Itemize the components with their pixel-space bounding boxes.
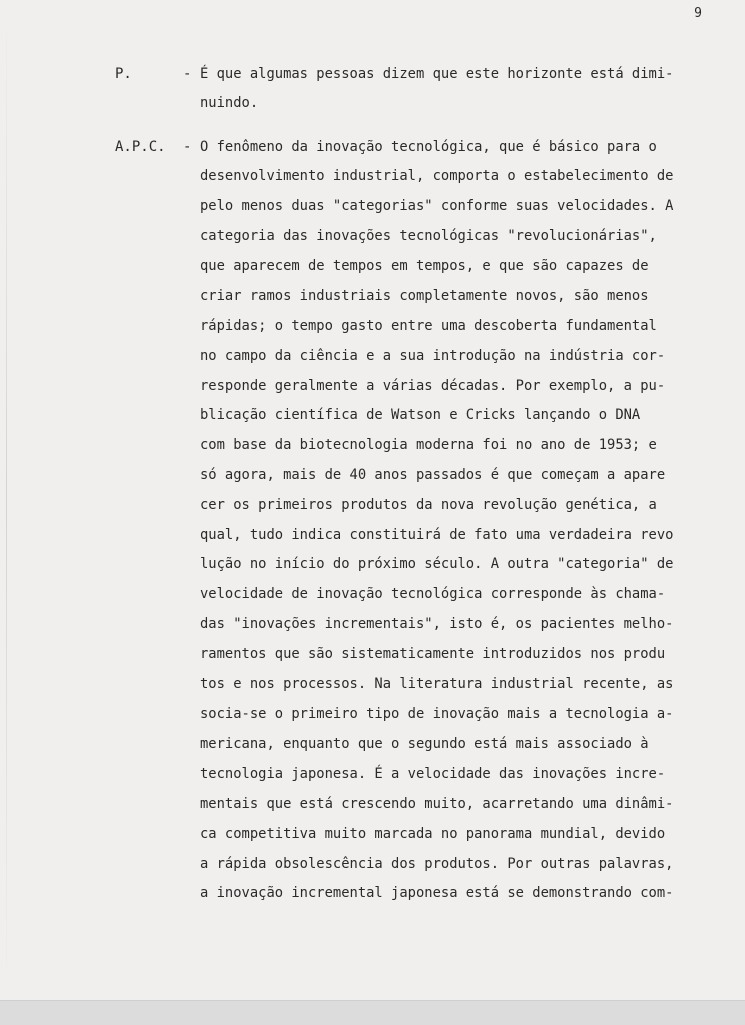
scanner-bed-edge bbox=[0, 1000, 745, 1025]
text-line: categoria das inovações tecnológicas "revolucionárias", bbox=[200, 228, 657, 244]
text-line: que aparecem de tempos em tempos, e que são capazes de bbox=[200, 258, 649, 274]
text-line: blicação científica de Watson e Cricks lançando o DNA bbox=[200, 407, 641, 423]
text-line: tecnologia japonesa. É a velocidade das inovações incre- bbox=[200, 766, 666, 782]
text-line: ca competitiva muito marcada no panorama mundial, devido bbox=[200, 826, 666, 842]
text-line: só agora, mais de 40 anos passados é que começam a apare bbox=[200, 467, 666, 483]
text-line: nuindo. bbox=[200, 95, 259, 111]
speaker-dash: - bbox=[183, 66, 192, 82]
page-number: 9 bbox=[694, 6, 702, 21]
text-line: velocidade de inovação tecnológica corresponde às chama- bbox=[200, 586, 666, 602]
text-line: socia-se o primeiro tipo de inovação mais a tecnologia a- bbox=[200, 706, 674, 722]
speaker-label: A.P.C. bbox=[115, 139, 166, 155]
text-line: ramentos que são sistematicamente introduzidos nos produ bbox=[200, 646, 666, 662]
text-line: criar ramos industriais completamente novos, são menos bbox=[200, 288, 649, 304]
text-line: com base da biotecnologia moderna foi no ano de 1953; e bbox=[200, 437, 657, 453]
text-line: mentais que está crescendo muito, acarretando uma dinâmi- bbox=[200, 796, 674, 812]
text-line: a inovação incremental japonesa está se demonstrando com- bbox=[200, 885, 674, 901]
text-line: pelo menos duas "categorias" conforme suas velocidades. A bbox=[200, 198, 674, 214]
page-left-edge bbox=[6, 0, 7, 1000]
speaker-label: P. bbox=[115, 66, 132, 82]
text-line: tos e nos processos. Na literatura industrial recente, as bbox=[200, 676, 674, 692]
speaker-dash: - bbox=[183, 139, 192, 155]
text-line: cer os primeiros produtos da nova revolução genética, a bbox=[200, 497, 657, 513]
text-line: É que algumas pessoas dizem que este horizonte está dimi- bbox=[200, 66, 674, 82]
text-line: responde geralmente a várias décadas. Por exemplo, a pu- bbox=[200, 378, 666, 394]
text-line: no campo da ciência e a sua introdução na indústria cor- bbox=[200, 348, 666, 364]
text-line: a rápida obsolescência dos produtos. Por outras palavras, bbox=[200, 856, 674, 872]
text-line: mericana, enquanto que o segundo está mais associado à bbox=[200, 736, 649, 752]
text-line: lução no início do próximo século. A outra "categoria" de bbox=[200, 556, 674, 572]
text-line: O fenômeno da inovação tecnológica, que é básico para o bbox=[200, 139, 657, 155]
text-line: qual, tudo indica constituirá de fato uma verdadeira revo bbox=[200, 527, 674, 543]
text-line: rápidas; o tempo gasto entre uma descoberta fundamental bbox=[200, 318, 657, 334]
text-line: desenvolvimento industrial, comporta o estabelecimento de bbox=[200, 168, 674, 184]
text-line: das "inovações incrementais", isto é, os pacientes melho- bbox=[200, 616, 674, 632]
